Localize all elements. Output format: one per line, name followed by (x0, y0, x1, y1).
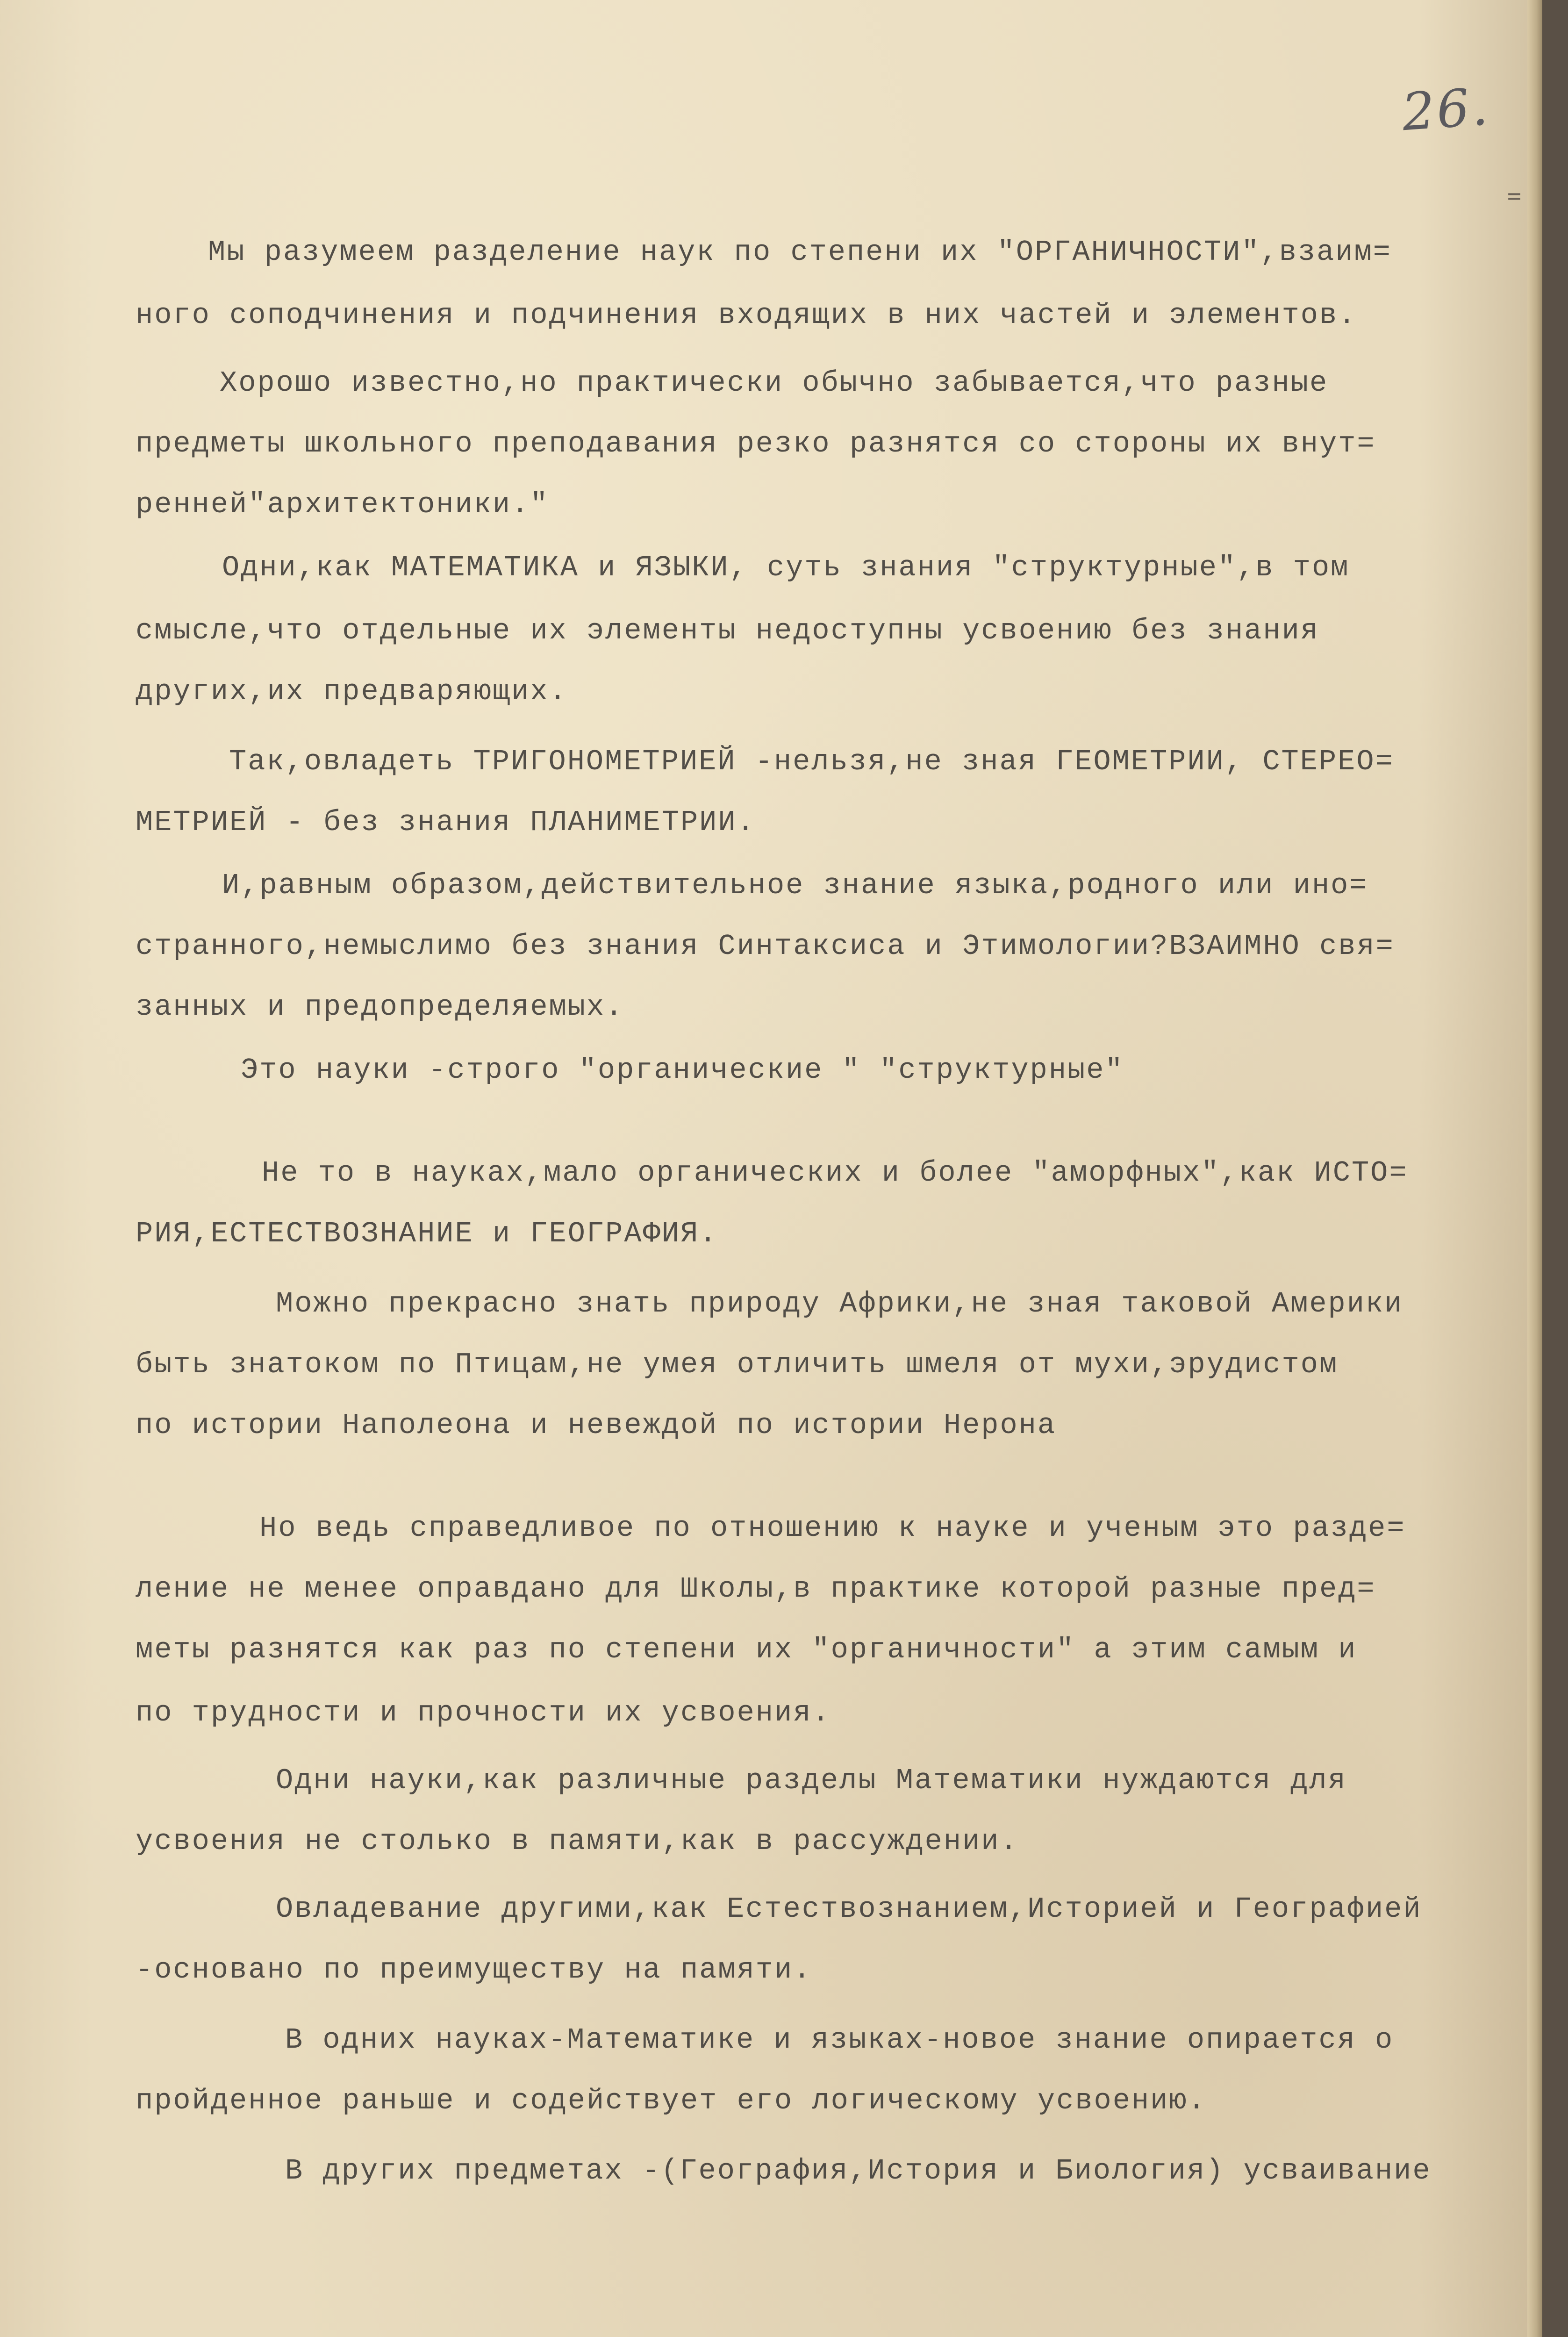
text-line: Не то в науках,мало органических и более "аморфных",как ИСТО= (262, 1156, 1408, 1190)
text-line: ного соподчинения и подчинения входящих в них частей и элементов. (136, 299, 1357, 332)
text-line: Можно прекрасно знать природу Африки,не зная таковой Америки (276, 1287, 1403, 1320)
text-line: быть знатоком по Птицам,не умея отличить шмеля от мухи,эрудистом (136, 1348, 1339, 1381)
page-number: 26. (1400, 76, 1492, 143)
text-line: ренней"архитектоники." (136, 488, 549, 521)
text-line: И,равным образом,действительное знание языка,родного или ино= (222, 869, 1368, 902)
text-line: Так,овладеть ТРИГОНОМЕТРИЕЙ -нельзя,не зная ГЕОМЕТРИИ, СТЕРЕО= (229, 745, 1394, 778)
text-line: странного,немыслимо без знания Синтаксиса и Этимологии?ВЗАИМНО свя= (136, 930, 1395, 963)
text-line: других,их предваряющих. (136, 675, 568, 708)
margin-mark: = (1507, 182, 1522, 209)
text-line: Это науки -строго "органические " "структурные" (241, 1054, 1124, 1087)
text-line: Но ведь справедливое по отношению к науке и ученым это разде= (259, 1512, 1406, 1545)
text-line: усвоения не столько в памяти,как в рассуждении. (136, 1825, 1019, 1858)
text-line: занных и предопределяемых. (136, 990, 624, 1024)
text-line: по трудности и прочности их усвоения. (136, 1696, 831, 1729)
text-line: Одни науки,как различные разделы Математики нуждаются для (276, 1764, 1347, 1797)
text-line: РИЯ,ЕСТЕСТВОЗНАНИЕ и ГЕОГРАФИЯ. (136, 1217, 718, 1250)
text-line: Овладевание другими,как Естествознанием,Историей и Географией (276, 1893, 1422, 1926)
text-line: Мы разумеем разделение наук по степени их "ОРГАНИЧНОСТИ",взаим= (208, 236, 1392, 269)
text-line: -основано по преимуществу на памяти. (136, 1953, 812, 1986)
text-line: Одни,как МАТЕМАТИКА и ЯЗЫКИ, суть знания "структурные",в том (222, 551, 1350, 584)
page-edge (1527, 0, 1542, 2337)
text-line: ление не менее оправдано для Школы,в практике которой разные пред= (136, 1572, 1376, 1606)
text-line: В одних науках-Математике и языках-новое знание опирается о (285, 2023, 1394, 2057)
text-line: пройденное раньше и содействует его логическому усвоению. (136, 2084, 1207, 2117)
text-line: меты разнятся как раз по степени их "органичности" а этим самым и (136, 1633, 1357, 1666)
text-line: по истории Наполеона и невеждой по истории Нерона (136, 1409, 1057, 1442)
text-line: Хорошо известно,но практически обычно забывается,что разные (220, 366, 1329, 400)
text-line: смысле,что отдельные их элементы недоступны усвоению без знания (136, 614, 1319, 647)
text-line: В других предметах -(География,История и Биология) усваивание (285, 2154, 1432, 2187)
text-line: МЕТРИЕЙ - без знания ПЛАНИМЕТРИИ. (136, 806, 756, 839)
text-line: предметы школьного преподавания резко разнятся со стороны их внут= (136, 427, 1376, 460)
